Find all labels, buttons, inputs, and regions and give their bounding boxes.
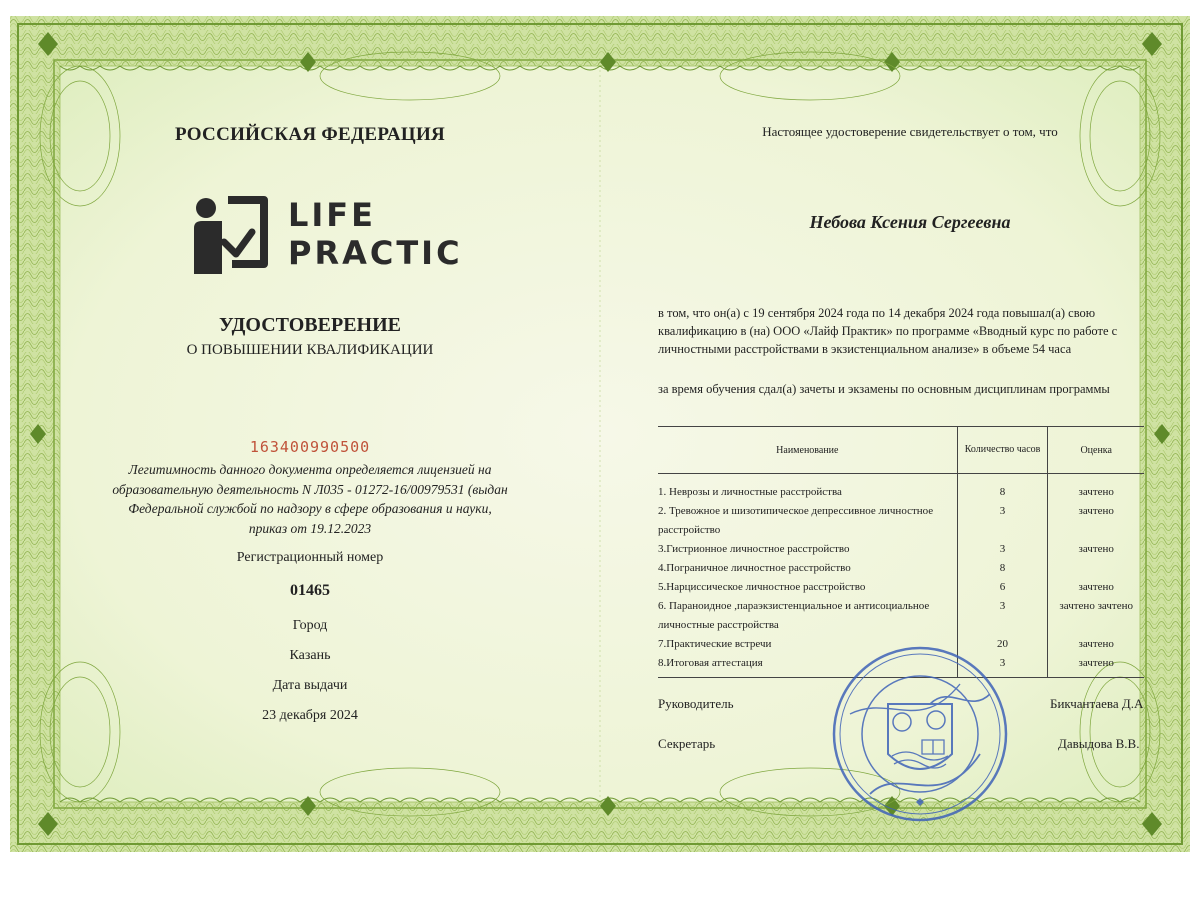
table-row	[658, 559, 1144, 578]
exams-statement: за время обучения сдал(а) зачеты и экзамены по основным дисциплинам программы	[658, 382, 1110, 396]
discipline-hours: 3	[957, 502, 1048, 540]
secretary-name: Давыдова В.В.	[1058, 736, 1140, 751]
discipline-grade: зачтено	[1078, 486, 1114, 498]
discipline-hours: 8	[957, 559, 1048, 578]
issue-date: 23 декабря 2024	[262, 708, 358, 723]
organization-stamp	[830, 644, 1010, 824]
discipline-name: 6. Параноидное ,параэкзистенциальное и антисоциальное личностные расстройства	[658, 600, 930, 631]
header-discipline: Наименование	[658, 427, 957, 474]
life-practic-logo	[192, 194, 463, 278]
header-grade: Оценка	[1048, 427, 1144, 474]
discipline-hours: 6	[957, 578, 1048, 597]
legitimacy-note: Легитимность данного документа определяется лицензией на образовательную деятельность N Л035 - 01272-16/00979531 (выдан Федеральной службой по надзору в сфере образования и науки, приказ от 19.12.2023	[112, 462, 508, 536]
table-row	[658, 502, 1144, 540]
table-row	[658, 540, 1144, 559]
discipline-grade: зачтено	[1078, 543, 1114, 555]
issue-date-label: Дата выдачи	[272, 678, 348, 693]
registration-number: 01465	[290, 582, 330, 599]
serial-number: 163400990500	[249, 438, 371, 456]
discipline-hours: 3	[957, 540, 1048, 559]
document-title: УДОСТОВЕРЕНИЕ	[219, 314, 401, 336]
city-value: Казань	[289, 648, 331, 663]
discipline-hours: 20	[957, 635, 1048, 654]
discipline-name: 5.Нарциссическое личностное расстройство	[658, 581, 866, 593]
discipline-hours: 3	[957, 654, 1048, 678]
table-row	[658, 578, 1144, 597]
completion-statement: в том, что он(а) с 19 сентября 2024 года по 14 декабря 2024 года повышал(а) свою квалификацию в (на) ООО «Лайф Практик» по программе «Вводный курс по работе с личностными расстройствами в экзистенциальном анализе» в объеме 54 часа	[658, 306, 1118, 356]
table-row	[658, 597, 1144, 635]
discipline-name: 3.Гистрионное личностное расстройство	[658, 543, 850, 555]
logo-word-practic: PRACTIC	[288, 234, 463, 272]
registration-label: Регистрационный номер	[236, 550, 384, 565]
city-label: Город	[292, 618, 328, 633]
discipline-name: 8.Итоговая аттестация	[658, 654, 957, 678]
logo-word-life: LIFE	[288, 196, 377, 234]
discipline-name: 7.Практические встречи	[658, 638, 772, 650]
header-hours: Количество часов	[957, 427, 1048, 474]
holder-name: Небова Ксения Сергеевна	[809, 212, 1011, 232]
country-title: РОССИЙСКАЯ ФЕДЕРАЦИЯ	[174, 124, 446, 145]
document-subtitle: О ПОВЫШЕНИИ КВАЛИФИКАЦИИ	[186, 342, 434, 358]
discipline-grade	[1048, 559, 1144, 578]
discipline-name: 1. Неврозы и личностные расстройства	[658, 486, 842, 498]
discipline-name: 4.Пограничное личностное расстройство	[658, 562, 851, 574]
certificate	[10, 16, 1190, 852]
discipline-grade: зачтено зачтено	[1059, 600, 1133, 612]
discipline-grade: зачтено	[1078, 581, 1114, 593]
disciplines-table	[658, 426, 1144, 678]
discipline-grade: зачтено	[1078, 638, 1114, 650]
discipline-grade: зачтено	[1078, 505, 1114, 517]
secretary-label: Секретарь	[658, 736, 716, 751]
table-row	[658, 474, 1144, 503]
table-header-row	[658, 427, 1144, 474]
certificate-intro: Настоящее удостоверение свидетельствует о том, что	[762, 124, 1058, 139]
head-name: Бикчантаева Д.А	[1050, 696, 1144, 711]
discipline-hours: 8	[957, 474, 1048, 503]
head-label: Руководитель	[658, 696, 734, 711]
person-at-board-icon	[192, 194, 272, 274]
discipline-hours: 3	[957, 597, 1048, 635]
discipline-name: 2. Тревожное и шизотипическое депрессивное личностное расстройство	[658, 505, 934, 536]
discipline-grade: зачтено	[1048, 654, 1144, 678]
